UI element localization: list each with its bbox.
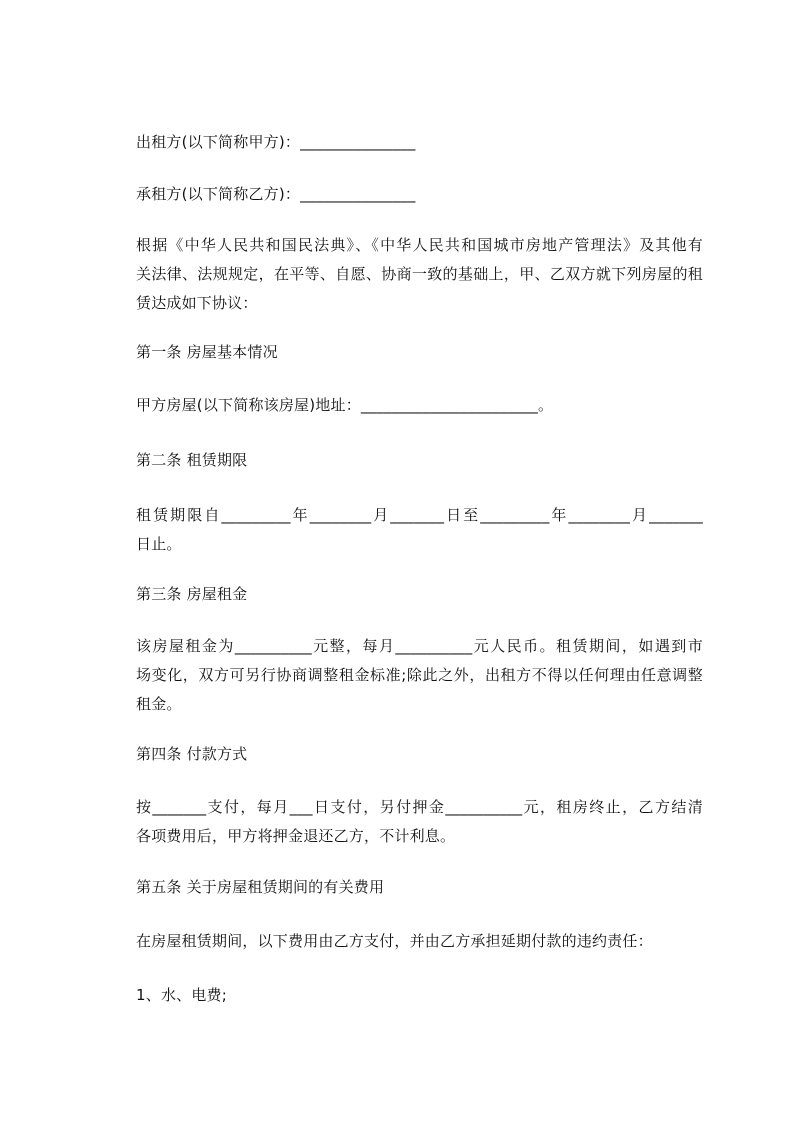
intro-row-1: 根据《中华人民共和国民法典》、《中华人民共和国城市房地产管理法》及其他有: [136, 236, 703, 254]
intro-row-2: 关法律、法规规定，在平等、自愿、协商一致的基础上，甲、乙双方就下列房屋的租: [136, 265, 703, 283]
end-month-blank: ________: [568, 506, 631, 524]
rent-text-1: 该房屋租金为: [136, 637, 235, 655]
payment-text-4: 元，租房终止，乙方结清: [522, 798, 703, 816]
rent-text-2: 元整，每月: [311, 637, 396, 655]
article2-paragraph: [136, 501, 703, 559]
lease-term-row: [136, 501, 703, 530]
end-year-blank: _________: [480, 506, 550, 524]
rent-row-1: [136, 632, 703, 661]
article4-heading: 第四条 付款方式: [136, 745, 248, 763]
address-blank: _______________________: [360, 396, 539, 414]
address-end: 。: [538, 396, 554, 414]
intro-paragraph: [136, 231, 703, 318]
article1-heading: 第一条 房屋基本情况: [136, 343, 278, 361]
deposit-blank: __________: [445, 798, 523, 816]
lease-term-row-2: 日止。: [136, 535, 182, 553]
article3-paragraph: [136, 632, 703, 719]
payment-row-1: [136, 793, 703, 822]
lessor-line: [136, 133, 416, 151]
payment-text-3: 日支付，另付押金: [312, 798, 446, 816]
intro-row-3: 赁达成如下协议：: [136, 294, 258, 312]
article5-heading: 第五条 关于房屋租赁期间的有关费用: [136, 878, 385, 896]
rent-monthly-blank: __________: [395, 637, 473, 655]
article3-heading: 第三条 房屋租金: [136, 585, 248, 603]
article2-heading: 第二条 租赁期限: [136, 451, 248, 469]
rent-row-3: 租金。: [136, 695, 182, 713]
lessor-blank: _______________: [300, 133, 416, 151]
rent-row-2: 场变化，双方可另行协商调整租金标准;除此之外，出租方不得以任何理由任意调整: [136, 666, 703, 684]
rent-total-blank: __________: [234, 637, 312, 655]
lease-term-text-4: 日至: [444, 506, 481, 524]
article5-item-1: 1、水、电费;: [136, 986, 227, 1004]
start-year-blank: _________: [221, 506, 291, 524]
lease-term-text-3: 月: [371, 506, 391, 524]
start-month-blank: ________: [309, 506, 372, 524]
article1-address-line: [136, 396, 553, 414]
rent-text-3: 元人民币。租赁期间，如遇到市: [472, 637, 703, 655]
lessee-blank: _______________: [300, 185, 416, 203]
payment-day-blank: ___: [289, 798, 313, 816]
address-label: 甲方房屋(以下简称该房屋)地址：: [136, 396, 361, 414]
article4-paragraph: [136, 793, 703, 851]
payment-method-blank: _______: [152, 798, 207, 816]
payment-row-2: 各项费用后，甲方将押金退还乙方，不计利息。: [136, 827, 456, 845]
lessor-label: 出租方(以下简称甲方)：: [136, 133, 301, 151]
lease-term-text-6: 月: [630, 506, 650, 524]
payment-text-1: 按: [136, 798, 153, 816]
end-day-blank: _______: [649, 506, 703, 524]
lease-term-text-2: 年: [290, 506, 310, 524]
start-day-blank: _______: [390, 506, 445, 524]
lessee-line: [136, 185, 416, 203]
lease-term-text-1: 租赁期限自: [136, 506, 222, 524]
lessee-label: 承租方(以下简称乙方)：: [136, 185, 301, 203]
article5-intro: 在房屋租赁期间，以下费用由乙方支付，并由乙方承担延期付款的违约责任：: [136, 932, 653, 950]
payment-text-2: 支付，每月: [206, 798, 290, 816]
lease-term-text-5: 年: [549, 506, 569, 524]
